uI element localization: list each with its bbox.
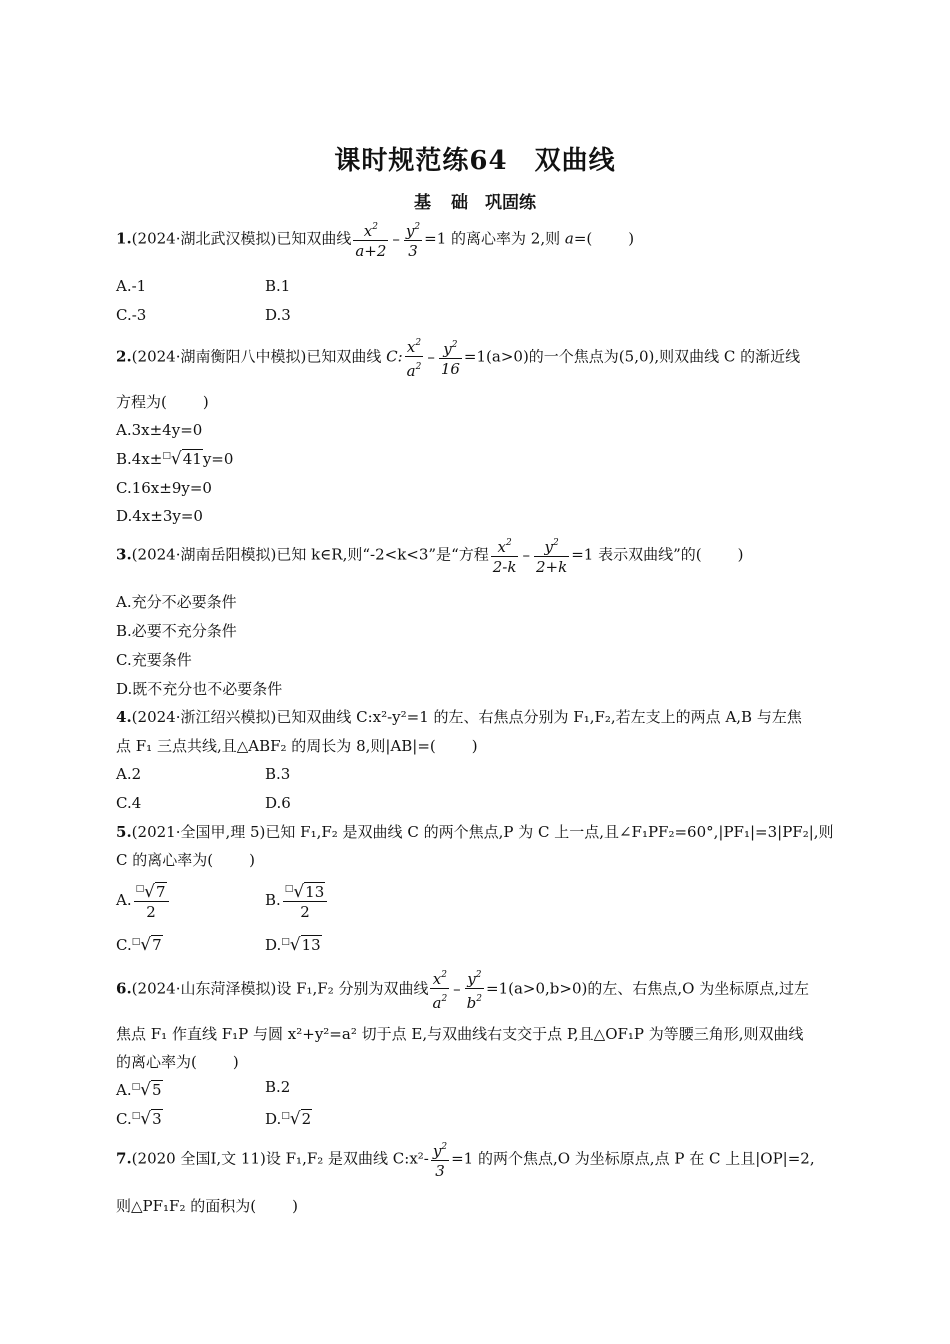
option-d: D.3: [265, 306, 291, 324]
page-title: 课时规范练64 双曲线: [334, 146, 616, 176]
option-c: C.4: [116, 794, 142, 812]
option-a: A.□√5: [116, 1080, 162, 1100]
fraction: $\frac{y^2}{16}$: [439, 336, 462, 379]
option-d: D.□√13: [265, 932, 322, 955]
radical: □√7: [131, 935, 162, 955]
fraction: $\frac{^□√7}{2}$: [134, 880, 169, 922]
option-c: C.16x±9y=0: [116, 479, 212, 497]
fraction: $\frac{x^2}{a^2}$: [405, 334, 424, 381]
question-5-line2: C 的离心率为( ): [116, 851, 255, 869]
option-b: B.3: [265, 765, 291, 783]
option-d: D.6: [265, 794, 291, 812]
option-d: D.既不充分也不必要条件: [116, 680, 283, 698]
fraction: $\frac{y^2}{b^2}$: [465, 966, 484, 1013]
question-source: (2024·湖北武汉模拟): [131, 229, 277, 248]
question-number: 1: [116, 229, 127, 248]
question-6-line2: 焦点 F₁ 作直线 F₁P 与圆 x²+y²=a² 切于点 E,与双曲线右支交于点 P,且△OF₁P 为等腰三角形,则双曲线: [116, 1025, 804, 1043]
fraction: $\frac{y^2}{2+k}$: [534, 534, 569, 577]
fraction: $\frac{y^2}{3}$: [431, 1138, 449, 1181]
fraction: $\frac{^□√13}{2}$: [283, 880, 327, 922]
question-7: 7.(2020 全国Ⅰ,文 11)设 F₁,F₂ 是双曲线 C:x²- $\frac{y^2}{3}$ =1 的两个焦点,O 为坐标原点,点 P 在 C 上且|OP|=2,: [116, 1138, 815, 1181]
fraction: $\frac{x^2}{2-k}$: [491, 534, 519, 577]
question-6-line3: 的离心率为( ): [116, 1053, 239, 1071]
fraction: $\frac{y^2}{3}$: [404, 218, 422, 261]
option-b: B. $\frac{^□√13}{2}$: [265, 880, 329, 922]
option-c: C.-3: [116, 306, 147, 324]
option-b: B.4x±□√41y=0: [116, 446, 233, 469]
option-d: D.4x±3y=0: [116, 507, 203, 525]
question-2: 2.(2024·湖南衡阳八中模拟)已知双曲线 C: $\frac{x^2}{a^2}$ – $\frac{y^2}{16}$ =1(a>0)的一个焦点为(5,0),则双曲线 C 的渐近线: [116, 334, 800, 381]
option-a: A. $\frac{^□√7}{2}$: [116, 880, 171, 922]
fraction: $\frac{x^2}{a^2}$: [430, 966, 449, 1013]
question-5: 5.(2021·全国甲,理 5)已知 F₁,F₂ 是双曲线 C 的两个焦点,P 为 C 上一点,且∠F₁PF₂=60°,|PF₁|=3|PF₂|,则: [116, 823, 834, 841]
radical: □√41: [162, 449, 202, 469]
fraction: $\frac{x^2}{a+2}$: [353, 218, 388, 261]
option-b: B.必要不充分条件: [116, 622, 237, 640]
question-1: 1.(2024·湖北武汉模拟)已知双曲线 $\frac{x^2}{a+2}$ – $\frac{y^2}{3}$ =1 的离心率为 2,则 a=( ): [116, 218, 634, 261]
question-7-line2: 则△PF₁F₂ 的面积为( ): [116, 1197, 298, 1215]
radical: □√13: [281, 935, 321, 955]
option-c: C.□√7: [116, 932, 163, 955]
option-c: C.充要条件: [116, 651, 192, 669]
section-heading: 基 础 巩固练: [414, 193, 536, 213]
option-a: A.充分不必要条件: [116, 593, 237, 611]
option-a: A.-1: [116, 277, 147, 295]
question-6: 6.(2024·山东菏泽模拟)设 F₁,F₂ 分别为双曲线 $\frac{x^2}{a^2}$ – $\frac{y^2}{b^2}$ =1(a>0,b>0)的左、右焦点,O 为坐标原点,过左: [116, 966, 809, 1013]
option-d: D.□√2: [265, 1109, 312, 1129]
option-a: A.2: [116, 765, 142, 783]
option-a: A.3x±4y=0: [116, 421, 203, 439]
question-4: 4.(2024·浙江绍兴模拟)已知双曲线 C:x²-y²=1 的左、右焦点分别为 F₁,F₂,若左支上的两点 A,B 与左焦: [116, 708, 802, 726]
option-b: B.1: [265, 277, 291, 295]
option-b: B.2: [265, 1078, 291, 1096]
question-2-line2: 方程为( ): [116, 393, 209, 411]
question-3: 3.(2024·湖南岳阳模拟)已知 k∈R,则“-2<k<3”是“方程 $\frac{x^2}{2-k}$ – $\frac{y^2}{2+k}$ =1 表示双曲线”的( ): [116, 534, 743, 577]
option-c: C.□√3: [116, 1109, 162, 1129]
question-4-line2: 点 F₁ 三点共线,且△ABF₂ 的周长为 8,则|AB|=( ): [116, 737, 478, 755]
